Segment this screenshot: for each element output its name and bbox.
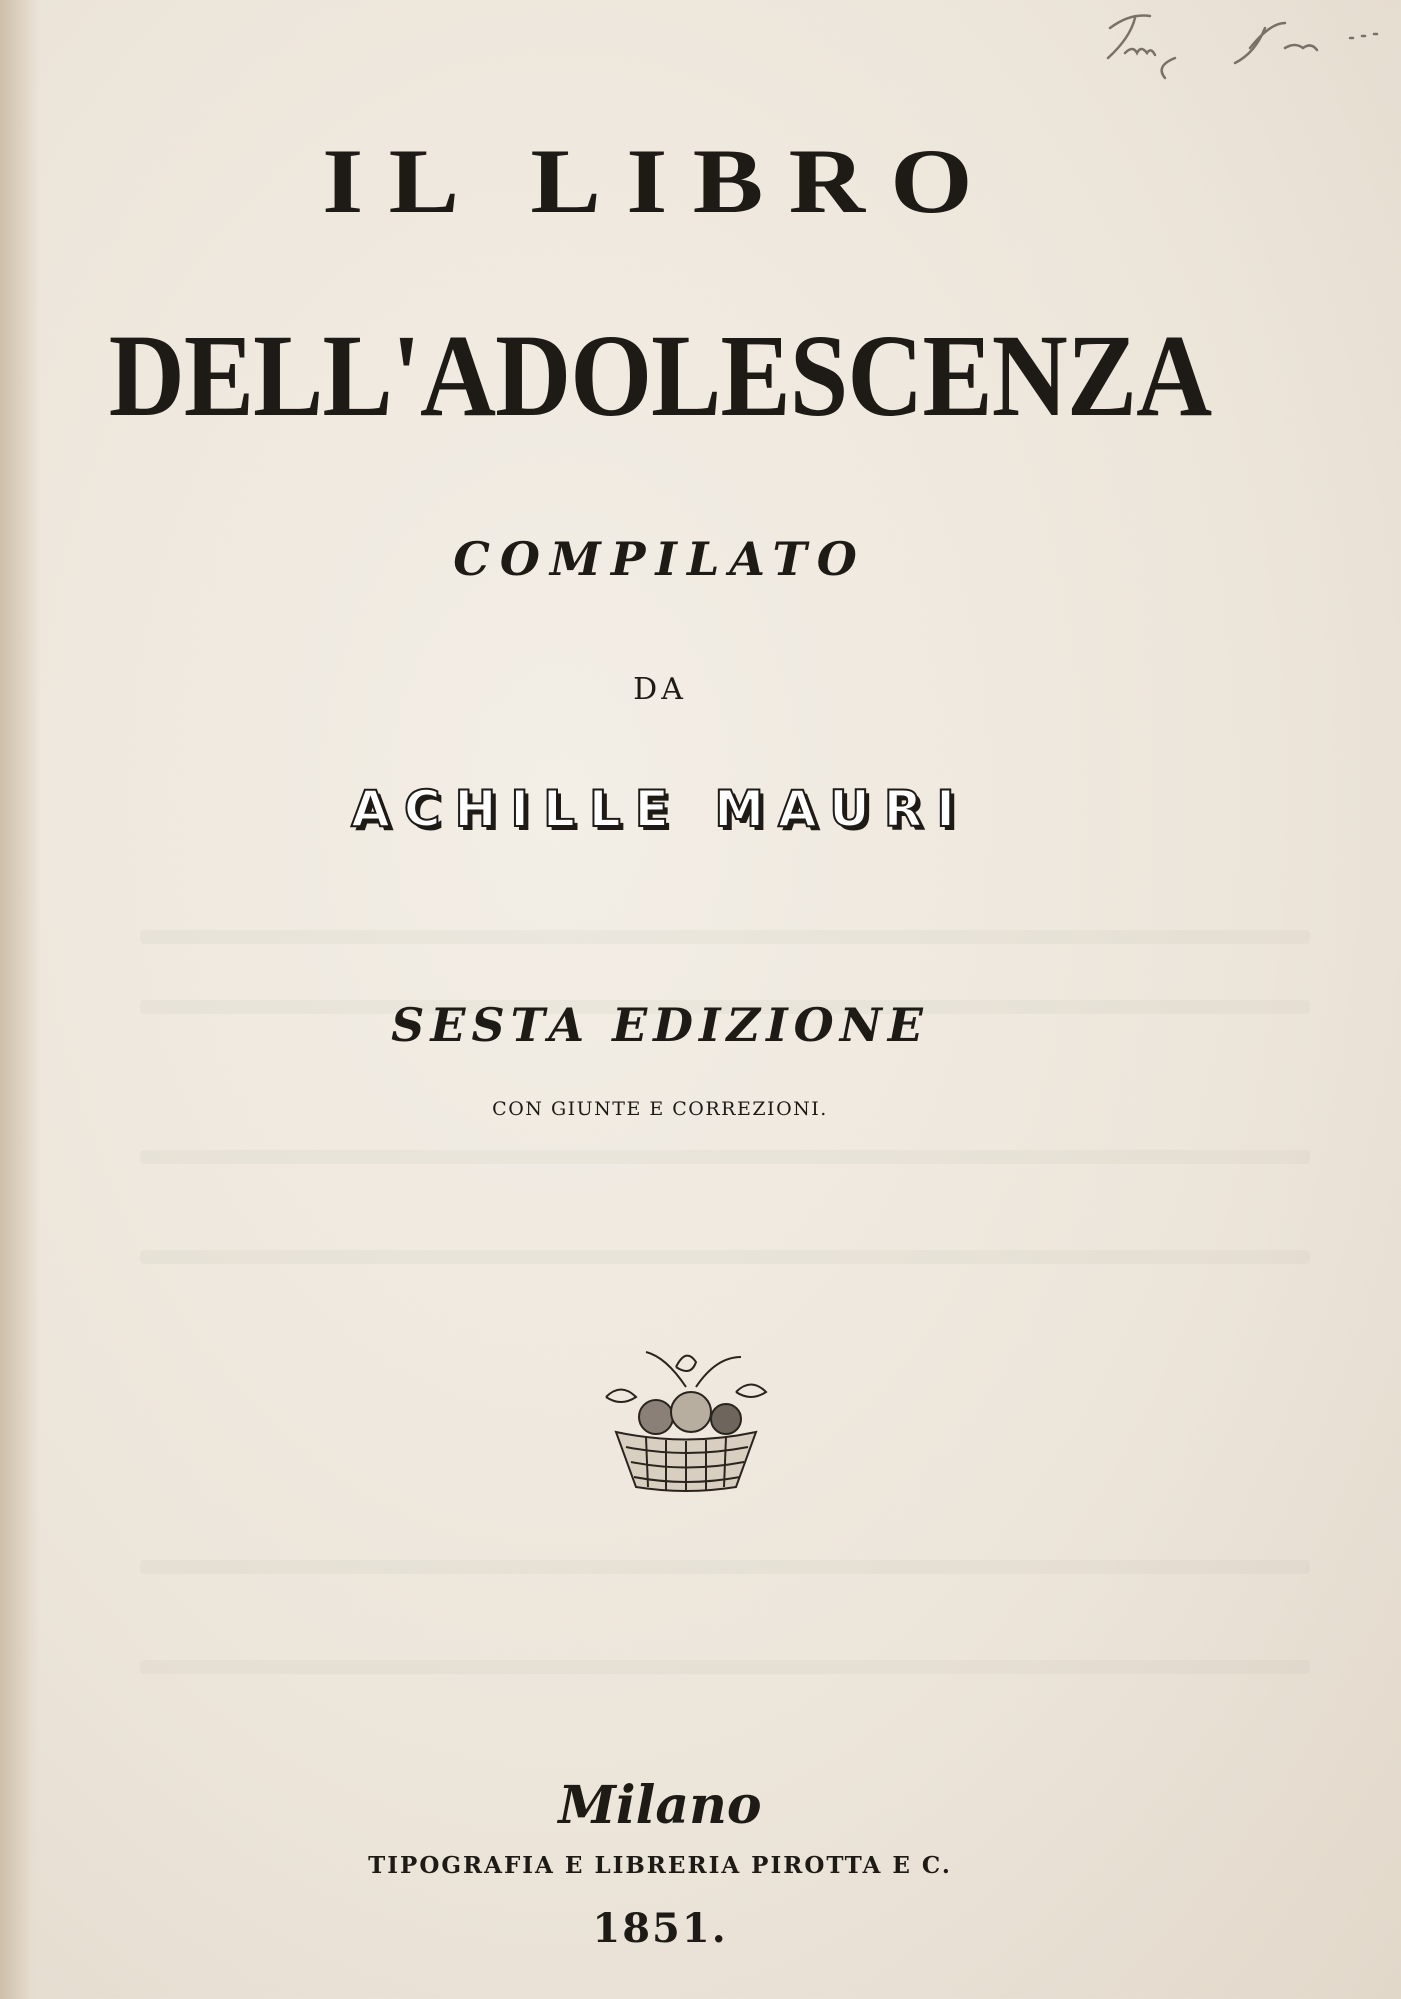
fruit-basket-icon (586, 1337, 786, 1492)
edition: SESTA EDIZIONE (391, 998, 929, 1052)
handwritten-note (1050, 8, 1390, 88)
edition-note: CON GIUNTE E CORREZIONI. (492, 1098, 828, 1120)
title-line-2: DELL'ADOLESCENZA (108, 310, 1212, 442)
bleed-through (140, 1150, 1310, 1164)
author-name: ACHILLE MAURI (351, 780, 969, 838)
by-label: DA (633, 672, 687, 707)
bleed-through (140, 930, 1310, 944)
year: 1851. (592, 1905, 728, 1952)
bleed-through (140, 1250, 1310, 1264)
compiled-label: COMPILATO (453, 532, 867, 586)
title-line-1: IL LIBRO (322, 130, 998, 232)
bleed-through (140, 1660, 1310, 1674)
bleed-through (140, 1560, 1310, 1574)
publisher: TIPOGRAFIA E LIBRERIA PIROTTA E C. (368, 1852, 952, 1879)
city: Milano (558, 1775, 762, 1836)
